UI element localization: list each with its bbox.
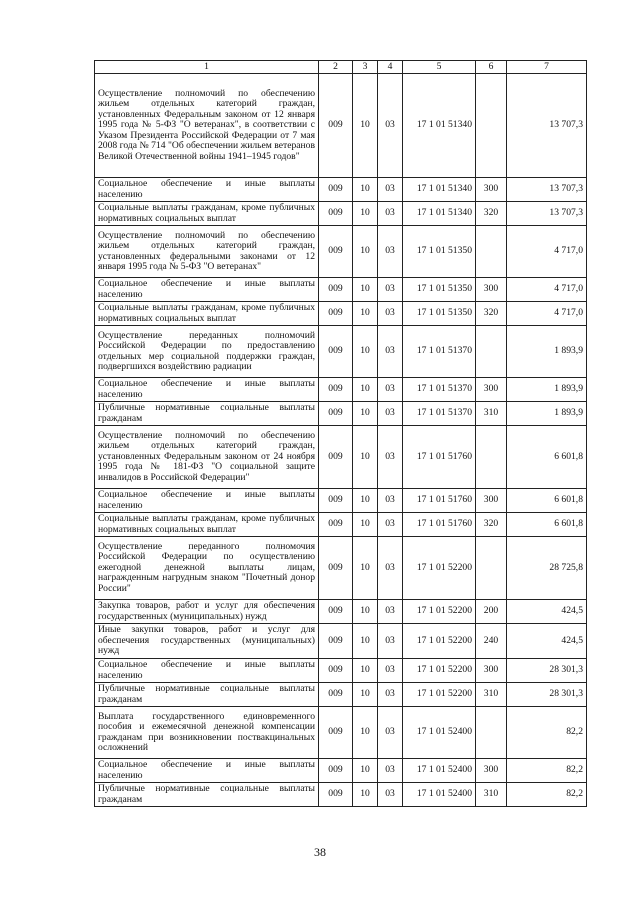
section-code-cell: 10	[353, 326, 378, 378]
expense-type-code-cell	[476, 74, 507, 178]
ministry-code-cell: 009	[319, 74, 353, 178]
expense-type-code-cell	[476, 226, 507, 278]
target-article-code-cell: 17 1 01 52200	[403, 683, 476, 707]
row-name-cell: Социальные выплаты гражданам, кроме публичных нормативных социальных выплат	[95, 513, 319, 537]
ministry-code-cell: 009	[319, 624, 353, 659]
column-header: 2	[319, 61, 353, 74]
row-name-cell: Социальное обеспечение и иные выплаты населению	[95, 489, 319, 513]
row-name-cell: Публичные нормативные социальные выплаты гражданам	[95, 683, 319, 707]
table-row	[95, 378, 587, 402]
table-row	[95, 74, 587, 178]
target-article-code-cell: 17 1 01 51760	[403, 489, 476, 513]
subsection-code-cell: 03	[378, 378, 403, 402]
table-row	[95, 600, 587, 624]
section-code-cell: 10	[353, 278, 378, 302]
expense-type-code-cell	[476, 707, 507, 759]
row-name-cell: Социальные выплаты гражданам, кроме публичных нормативных социальных выплат	[95, 302, 319, 326]
amount-cell: 28 725,8	[507, 537, 587, 600]
ministry-code-cell: 009	[319, 402, 353, 426]
ministry-code-cell: 009	[319, 783, 353, 807]
ministry-code-cell: 009	[319, 513, 353, 537]
subsection-code-cell: 03	[378, 426, 403, 489]
target-article-code-cell: 17 1 01 51370	[403, 378, 476, 402]
section-code-cell: 10	[353, 624, 378, 659]
subsection-code-cell: 03	[378, 226, 403, 278]
table-row	[95, 402, 587, 426]
expense-type-code-cell: 300	[476, 378, 507, 402]
ministry-code-cell: 009	[319, 683, 353, 707]
subsection-code-cell: 03	[378, 513, 403, 537]
section-code-cell: 10	[353, 659, 378, 683]
amount-cell: 4 717,0	[507, 278, 587, 302]
section-code-cell: 10	[353, 226, 378, 278]
section-code-cell: 10	[353, 537, 378, 600]
target-article-code-cell: 17 1 01 51340	[403, 74, 476, 178]
ministry-code-cell: 009	[319, 178, 353, 202]
expense-type-code-cell: 300	[476, 659, 507, 683]
subsection-code-cell: 03	[378, 683, 403, 707]
table-row	[95, 683, 587, 707]
row-name-cell: Публичные нормативные социальные выплаты гражданам	[95, 402, 319, 426]
table-row	[95, 302, 587, 326]
subsection-code-cell: 03	[378, 278, 403, 302]
target-article-code-cell: 17 1 01 52200	[403, 600, 476, 624]
target-article-code-cell: 17 1 01 52200	[403, 624, 476, 659]
amount-cell: 13 707,3	[507, 202, 587, 226]
table-row	[95, 202, 587, 226]
table-row	[95, 178, 587, 202]
column-header: 1	[95, 61, 319, 74]
expense-type-code-cell: 300	[476, 759, 507, 783]
column-header: 4	[378, 61, 403, 74]
target-article-code-cell: 17 1 01 51350	[403, 278, 476, 302]
target-article-code-cell: 17 1 01 52400	[403, 759, 476, 783]
amount-cell: 13 707,3	[507, 178, 587, 202]
amount-cell: 1 893,9	[507, 402, 587, 426]
page-number: 38	[314, 845, 326, 859]
table-row	[95, 759, 587, 783]
table-row	[95, 489, 587, 513]
column-header: 3	[353, 61, 378, 74]
section-code-cell: 10	[353, 302, 378, 326]
amount-cell: 6 601,8	[507, 513, 587, 537]
row-name-cell: Социальное обеспечение и иные выплаты населению	[95, 659, 319, 683]
ministry-code-cell: 009	[319, 707, 353, 759]
ministry-code-cell: 009	[319, 759, 353, 783]
expense-type-code-cell	[476, 537, 507, 600]
section-code-cell: 10	[353, 202, 378, 226]
column-number-row	[95, 61, 587, 74]
subsection-code-cell: 03	[378, 707, 403, 759]
subsection-code-cell: 03	[378, 302, 403, 326]
subsection-code-cell: 03	[378, 659, 403, 683]
table-row	[95, 426, 587, 489]
expense-type-code-cell: 200	[476, 600, 507, 624]
subsection-code-cell: 03	[378, 402, 403, 426]
table-row	[95, 659, 587, 683]
ministry-code-cell: 009	[319, 226, 353, 278]
subsection-code-cell: 03	[378, 74, 403, 178]
subsection-code-cell: 03	[378, 489, 403, 513]
amount-cell: 28 301,3	[507, 659, 587, 683]
expense-type-code-cell: 300	[476, 278, 507, 302]
amount-cell: 4 717,0	[507, 226, 587, 278]
expense-type-code-cell: 300	[476, 178, 507, 202]
expense-type-code-cell: 320	[476, 513, 507, 537]
column-header: 5	[403, 61, 476, 74]
amount-cell: 424,5	[507, 600, 587, 624]
table-row	[95, 513, 587, 537]
ministry-code-cell: 009	[319, 659, 353, 683]
section-code-cell: 10	[353, 426, 378, 489]
expense-type-code-cell	[476, 326, 507, 378]
row-name-cell: Публичные нормативные социальные выплаты гражданам	[95, 783, 319, 807]
section-code-cell: 10	[353, 489, 378, 513]
row-name-cell: Иные закупки товаров, работ и услуг для обеспечения государственных (муниципальных) нужд	[95, 624, 319, 659]
expense-type-code-cell: 310	[476, 402, 507, 426]
table-row	[95, 226, 587, 278]
ministry-code-cell: 009	[319, 302, 353, 326]
table-row	[95, 707, 587, 759]
expense-type-code-cell: 310	[476, 783, 507, 807]
row-name-cell: Социальное обеспечение и иные выплаты населению	[95, 759, 319, 783]
target-article-code-cell: 17 1 01 51370	[403, 402, 476, 426]
section-code-cell: 10	[353, 378, 378, 402]
section-code-cell: 10	[353, 600, 378, 624]
column-header: 7	[507, 61, 587, 74]
table-row	[95, 783, 587, 807]
target-article-code-cell: 17 1 01 52400	[403, 783, 476, 807]
subsection-code-cell: 03	[378, 326, 403, 378]
budget-table	[94, 60, 587, 807]
expense-type-code-cell: 300	[476, 489, 507, 513]
amount-cell: 6 601,8	[507, 426, 587, 489]
ministry-code-cell: 009	[319, 489, 353, 513]
section-code-cell: 10	[353, 759, 378, 783]
table-body	[95, 74, 587, 807]
expense-type-code-cell: 320	[476, 302, 507, 326]
target-article-code-cell: 17 1 01 51350	[403, 226, 476, 278]
ministry-code-cell: 009	[319, 278, 353, 302]
amount-cell: 1 893,9	[507, 378, 587, 402]
target-article-code-cell: 17 1 01 51340	[403, 202, 476, 226]
row-name-cell: Выплата государственного единовременного пособия и ежемесячной денежной компенсации гражданам при возникновении поствакцинальных осложнений	[95, 707, 319, 759]
row-name-cell: Осуществление полномочий по обеспечению жильем отдельных категорий граждан, установленных Федеральным законом от 24 ноября 1995 года № 181-ФЗ "О социальной защите инвалидов в Российской Федерации"	[95, 426, 319, 489]
expense-type-code-cell	[476, 426, 507, 489]
ministry-code-cell: 009	[319, 202, 353, 226]
table-row	[95, 326, 587, 378]
expense-type-code-cell: 310	[476, 683, 507, 707]
ministry-code-cell: 009	[319, 426, 353, 489]
amount-cell: 1 893,9	[507, 326, 587, 378]
row-name-cell: Социальное обеспечение и иные выплаты населению	[95, 278, 319, 302]
row-name-cell: Осуществление переданных полномочий Российской Федерации по предоставлению отдельных мер социальной поддержки граждан, подвергшихся воздействию радиации	[95, 326, 319, 378]
target-article-code-cell: 17 1 01 51760	[403, 513, 476, 537]
subsection-code-cell: 03	[378, 178, 403, 202]
ministry-code-cell: 009	[319, 378, 353, 402]
section-code-cell: 10	[353, 178, 378, 202]
subsection-code-cell: 03	[378, 600, 403, 624]
target-article-code-cell: 17 1 01 51340	[403, 178, 476, 202]
amount-cell: 82,2	[507, 783, 587, 807]
section-code-cell: 10	[353, 74, 378, 178]
row-name-cell: Социальное обеспечение и иные выплаты населению	[95, 378, 319, 402]
ministry-code-cell: 009	[319, 326, 353, 378]
section-code-cell: 10	[353, 683, 378, 707]
table-row	[95, 624, 587, 659]
row-name-cell: Осуществление полномочий по обеспечению жильем отдельных категорий граждан, установленных Федеральным законом от 12 января 1995 года № 5-ФЗ "О ветеранах", в соответствии с Указом Президента Российской Федерации от 7 мая 2008 года № 714 "Об обеспечении жильем ветеранов Великой Отечественной войны 1941–1945 годов"	[95, 74, 319, 178]
expense-type-code-cell: 240	[476, 624, 507, 659]
amount-cell: 4 717,0	[507, 302, 587, 326]
target-article-code-cell: 17 1 01 51760	[403, 426, 476, 489]
section-code-cell: 10	[353, 402, 378, 426]
amount-cell: 28 301,3	[507, 683, 587, 707]
target-article-code-cell: 17 1 01 52200	[403, 659, 476, 683]
target-article-code-cell: 17 1 01 51350	[403, 302, 476, 326]
subsection-code-cell: 03	[378, 783, 403, 807]
subsection-code-cell: 03	[378, 759, 403, 783]
row-name-cell: Закупка товаров, работ и услуг для обеспечения государственных (муниципальных) нужд	[95, 600, 319, 624]
section-code-cell: 10	[353, 783, 378, 807]
subsection-code-cell: 03	[378, 202, 403, 226]
amount-cell: 6 601,8	[507, 489, 587, 513]
table-row	[95, 537, 587, 600]
target-article-code-cell: 17 1 01 52200	[403, 537, 476, 600]
subsection-code-cell: 03	[378, 537, 403, 600]
amount-cell: 82,2	[507, 707, 587, 759]
subsection-code-cell: 03	[378, 624, 403, 659]
ministry-code-cell: 009	[319, 537, 353, 600]
target-article-code-cell: 17 1 01 51370	[403, 326, 476, 378]
row-name-cell: Осуществление переданного полномочия Российской Федерации по осуществлению ежегодной денежной выплаты лицам, награжденным нагрудным знаком "Почетный донор России"	[95, 537, 319, 600]
row-name-cell: Социальные выплаты гражданам, кроме публичных нормативных социальных выплат	[95, 202, 319, 226]
ministry-code-cell: 009	[319, 600, 353, 624]
amount-cell: 13 707,3	[507, 74, 587, 178]
row-name-cell: Социальное обеспечение и иные выплаты населению	[95, 178, 319, 202]
amount-cell: 82,2	[507, 759, 587, 783]
column-header: 6	[476, 61, 507, 74]
target-article-code-cell: 17 1 01 52400	[403, 707, 476, 759]
section-code-cell: 10	[353, 707, 378, 759]
row-name-cell: Осуществление полномочий по обеспечению жильем отдельных категорий граждан, установленных федеральными законами от 12 января 1995 года № 5-ФЗ "О ветеранах"	[95, 226, 319, 278]
table-row	[95, 278, 587, 302]
expense-type-code-cell: 320	[476, 202, 507, 226]
amount-cell: 424,5	[507, 624, 587, 659]
section-code-cell: 10	[353, 513, 378, 537]
